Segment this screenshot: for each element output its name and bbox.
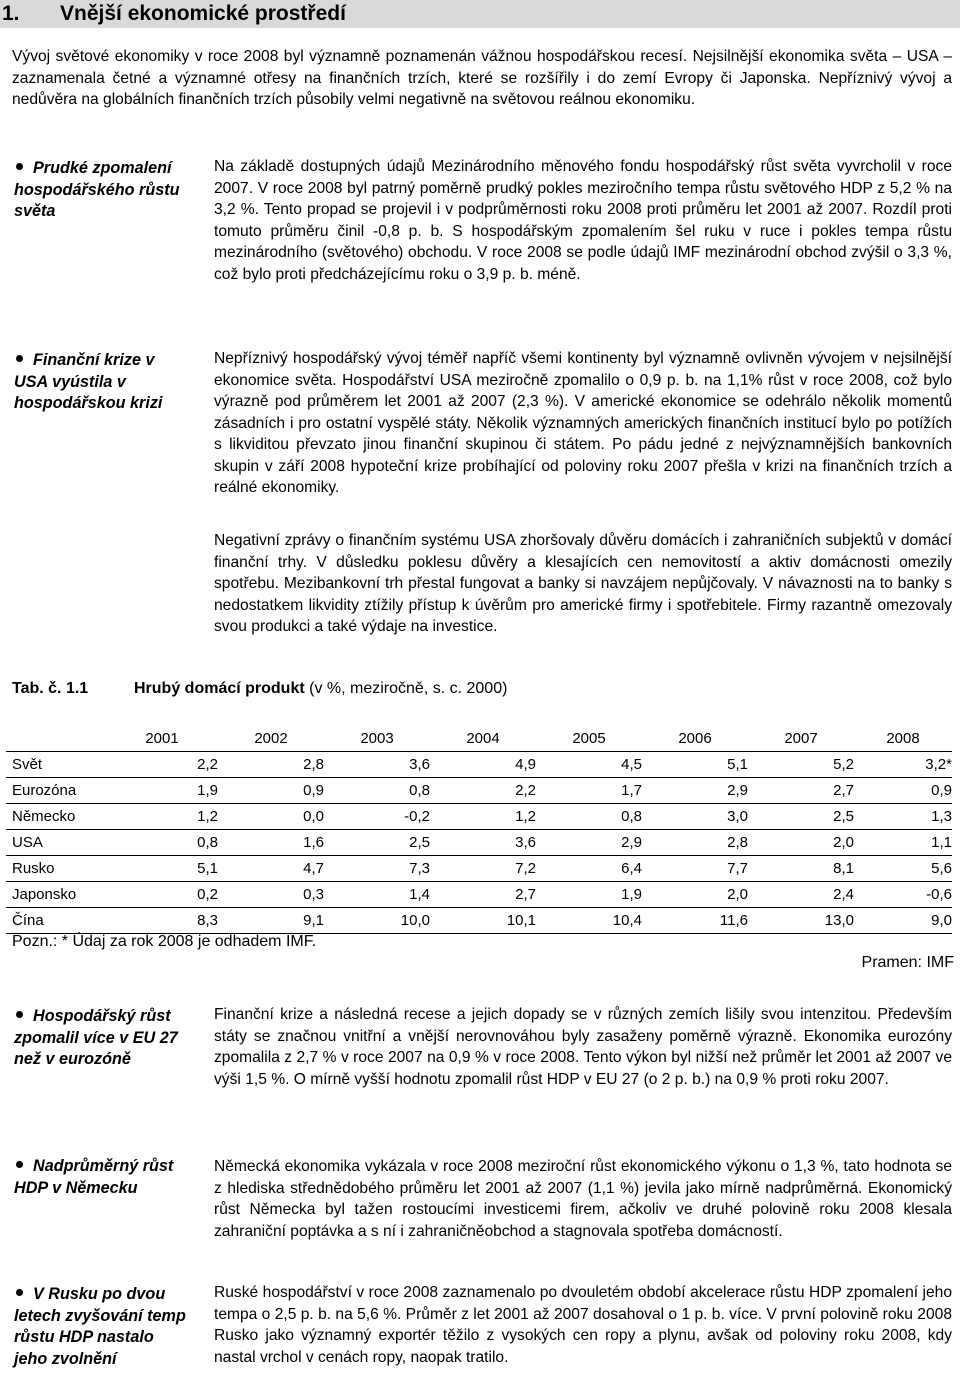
- table-row: [6, 908, 952, 934]
- value-cell: 0,9: [218, 778, 324, 804]
- value-cell: 6,4: [536, 856, 642, 882]
- country-cell: Svět: [6, 752, 106, 778]
- table-row: [6, 804, 952, 830]
- year-header: 2004: [430, 726, 536, 752]
- value-cell: 2,0: [642, 882, 748, 908]
- value-cell: 2,0: [748, 830, 854, 856]
- value-cell: 2,8: [642, 830, 748, 856]
- gdp-table: [6, 726, 952, 934]
- value-cell: 9,1: [218, 908, 324, 934]
- value-cell: 13,0: [748, 908, 854, 934]
- value-cell: 0,2: [106, 882, 218, 908]
- value-cell: 4,5: [536, 752, 642, 778]
- table-note: Pozn.: * Údaj za rok 2008 je odhadem IMF.: [12, 933, 317, 950]
- table-title-bold: Hrubý domácí produkt: [134, 680, 305, 697]
- value-cell: 3,2*: [854, 752, 952, 778]
- side-label-usa-crisis: [14, 350, 186, 415]
- value-cell: 0,0: [218, 804, 324, 830]
- table-header-empty: [6, 726, 106, 752]
- year-header: 2008: [854, 726, 952, 752]
- year-header: 2002: [218, 726, 324, 752]
- table-caption: [12, 678, 507, 700]
- table-number: Tab. č. 1.1: [12, 680, 89, 697]
- value-cell: 7,2: [430, 856, 536, 882]
- value-cell: -0,6: [854, 882, 952, 908]
- value-cell: -0,2: [324, 804, 430, 830]
- chapter-number: 1.: [2, 2, 20, 25]
- value-cell: 7,3: [324, 856, 430, 882]
- value-cell: 1,1: [854, 830, 952, 856]
- paragraph-germany: Německá ekonomika vykázala v roce 2008 meziroční růst ekonomického výkonu o 1,3 %, tato hodnota se z hlediska střednědobého průměru let 2001 až 2007 (1,1 %) jevila jako mírně nadprůměrná. Ekonomický růst Německa byl tažen rostoucími investicemi firem, ačkoliv ve druhé polovině roku 2008 klesala zahraniční poptávka a s ní i zahraničněobchod a stagnovala spotřeba domácností.: [214, 1158, 952, 1240]
- table-row: [6, 752, 952, 778]
- value-cell: 1,9: [536, 882, 642, 908]
- value-cell: 2,5: [748, 804, 854, 830]
- side-label-slowdown: [14, 158, 186, 223]
- paragraph-usa-financial: Negativní zprávy o finančním systému USA zhoršovaly důvěru domácích i zahraničních subjektů v domácí finanční trhy. V důsledku poklesu důvěry a klesajících cen nemovitostí a aktiv domácnosti omezily spotřebu. Mezibankovní trh přestal fungovat a banky si navzájem nepůjčovaly. V návaznosti na to banky s nedostatkem likvidity ztížily přístup k úvěrům pro americké firmy i spotřebitele. Firmy razantně omezovaly svou produkci a také výdaje na investice.: [214, 532, 952, 635]
- value-cell: 2,5: [324, 830, 430, 856]
- value-cell: 5,1: [642, 752, 748, 778]
- bullet-icon: [16, 1011, 23, 1018]
- year-header: 2005: [536, 726, 642, 752]
- value-cell: 1,7: [536, 778, 642, 804]
- side-label-germany: [14, 1156, 186, 1199]
- bullet-icon: [16, 163, 23, 170]
- value-cell: 9,0: [854, 908, 952, 934]
- value-cell: 2,4: [748, 882, 854, 908]
- year-header: 2006: [642, 726, 748, 752]
- value-cell: 2,9: [536, 830, 642, 856]
- value-cell: 7,7: [642, 856, 748, 882]
- paragraph-eu: Finanční krize a následná recese a jejich dopady se v různých zemích lišily svou intenzitou. Především státy se značnou vnitřní a vnější nerovnováhou byly zasaženy poměrně výrazně. Ekonomika eurozóny zpomalila z 2,7 % v roce 2007 na 0,9 % v roce 2008. Tento výkon byl nižší než průměr let 2001 až 2007 ve výši 1,5 %. O mírně vyšší hodnotu zpomalil růst HDP v EU 27 (o 2 p. b.) na 0,9 % proti roku 2007.: [214, 1006, 952, 1088]
- side-label-text: Finanční krize v USA vyústila v hospodářskou krizi: [14, 351, 163, 412]
- country-cell: Německo: [6, 804, 106, 830]
- paragraph-world-growth: Na základě dostupných údajů Mezinárodního měnového fondu hospodářský růst světa vyvrcholil v roce 2007. V roce 2008 byl patrný poměrně prudký pokles meziročního tempa růstu světového HDP z 5,2 % na 3,2 %. Tento propad se projevil i v podprůměrnosti roku 2008 proti průměru let 2001 až 2007. Rozdíl proti tomuto průměru činil -0,8 p. b. S hospodářským zpomalením šel ruku v ruce i pokles tempa růstu mezinárodního (světového) obchodu. V roce 2008 se podle údajů IMF mezinárodní obchod zvýšil o 3,3 %, což bylo proti předcházejícímu roku o 3,9 p. b. méně.: [214, 158, 952, 283]
- paragraph-usa-economy: Nepříznivý hospodářský vývoj téměř napříč všemi kontinenty byl významně ovlivněn vývojem v nejsilnější ekonomice světa. Hospodářství USA meziročně zpomalilo o 0,9 p. b. na 1,1% růst v roce 2008, což bylo výrazně pod průměrem let 2001 až 2007 (2,3 %). V americké ekonomice se odehrálo několik momentů zásadních i pro ostatní vyspělé státy. Několik významných amerických finančních institucí bylo po potížích s likviditou převzato jinou finanční skupinou či státem. Po pádu jedné z nejvýznamnějších bankovních skupin v září 2008 hypoteční krize probíhající od poloviny roku 2007 přešla v krizi na finančních trzích a reálné ekonomiky.: [214, 350, 952, 496]
- value-cell: 1,2: [430, 804, 536, 830]
- value-cell: 5,1: [106, 856, 218, 882]
- table-header-row: [6, 726, 952, 752]
- value-cell: 2,8: [218, 752, 324, 778]
- bullet-icon: [16, 1289, 23, 1296]
- country-cell: Čína: [6, 908, 106, 934]
- value-cell: 0,9: [854, 778, 952, 804]
- value-cell: 4,9: [430, 752, 536, 778]
- table-source: Pramen: IMF: [861, 954, 954, 971]
- value-cell: 3,6: [430, 830, 536, 856]
- value-cell: 5,6: [854, 856, 952, 882]
- table-row: [6, 856, 952, 882]
- side-label-eu: [14, 1006, 186, 1071]
- value-cell: 2,2: [106, 752, 218, 778]
- year-header: 2001: [106, 726, 218, 752]
- chapter-heading: [0, 0, 960, 28]
- value-cell: 0,3: [218, 882, 324, 908]
- side-label-text: V Rusku po dvou letech zvyšování temp růstu HDP nastalo jeho zvolnění: [14, 1285, 186, 1368]
- side-label-text: Prudké zpomalení hospodářského růstu světa: [14, 159, 180, 220]
- value-cell: 1,4: [324, 882, 430, 908]
- value-cell: 5,2: [748, 752, 854, 778]
- value-cell: 1,2: [106, 804, 218, 830]
- value-cell: 10,0: [324, 908, 430, 934]
- intro-paragraph: Vývoj světové ekonomiky v roce 2008 byl významně poznamenán vážnou hospodářskou recesí. Nejsilnější ekonomika světa – USA – zaznamenala četné a významné otřesy na finančních trzích, které se rozšířily i do zemí Evropy či Japonska. Nepříznivý vývoj a nedůvěra na globálních finančních trzích působily velmi negativně na světovou reálnou ekonomiku.: [12, 48, 952, 108]
- value-cell: 4,7: [218, 856, 324, 882]
- value-cell: 1,3: [854, 804, 952, 830]
- value-cell: 11,6: [642, 908, 748, 934]
- country-cell: Eurozóna: [6, 778, 106, 804]
- value-cell: 8,1: [748, 856, 854, 882]
- side-label-text: Nadprůměrný růst HDP v Německu: [14, 1157, 174, 1197]
- bullet-icon: [16, 355, 23, 362]
- value-cell: 10,1: [430, 908, 536, 934]
- table-row: [6, 778, 952, 804]
- value-cell: 0,8: [106, 830, 218, 856]
- country-cell: Japonsko: [6, 882, 106, 908]
- value-cell: 1,6: [218, 830, 324, 856]
- value-cell: 0,8: [324, 778, 430, 804]
- value-cell: 3,0: [642, 804, 748, 830]
- value-cell: 1,9: [106, 778, 218, 804]
- value-cell: 10,4: [536, 908, 642, 934]
- table-title-rest: (v %, meziročně, s. c. 2000): [304, 680, 508, 697]
- country-cell: Rusko: [6, 856, 106, 882]
- year-header: 2007: [748, 726, 854, 752]
- chapter-title: Vnější ekonomické prostředí: [60, 2, 346, 25]
- value-cell: 2,7: [430, 882, 536, 908]
- bullet-icon: [16, 1161, 23, 1168]
- value-cell: 3,6: [324, 752, 430, 778]
- table-row: [6, 830, 952, 856]
- table-row: [6, 882, 952, 908]
- side-label-russia: [14, 1284, 186, 1370]
- year-header: 2003: [324, 726, 430, 752]
- value-cell: 8,3: [106, 908, 218, 934]
- value-cell: 0,8: [536, 804, 642, 830]
- value-cell: 2,7: [748, 778, 854, 804]
- country-cell: USA: [6, 830, 106, 856]
- value-cell: 2,9: [642, 778, 748, 804]
- paragraph-russia: Ruské hospodářství v roce 2008 zaznamenalo po dvouletém období akcelerace růstu HDP zpomalení jeho tempa o 2,5 p. b. na 5,6 %. Průměr z let 2001 až 2007 dosahoval o 1 p. b. více. V první polovině roku 2008 Rusko jako významný exportér těžilo z vysokých cen ropy a plynu, avšak od poloviny roku 2008, kdy nastal vrchol v cenách ropy, naopak tratilo.: [214, 1284, 952, 1366]
- side-label-text: Hospodářský růst zpomalil více v EU 27 než v eurozóně: [14, 1007, 178, 1068]
- value-cell: 2,2: [430, 778, 536, 804]
